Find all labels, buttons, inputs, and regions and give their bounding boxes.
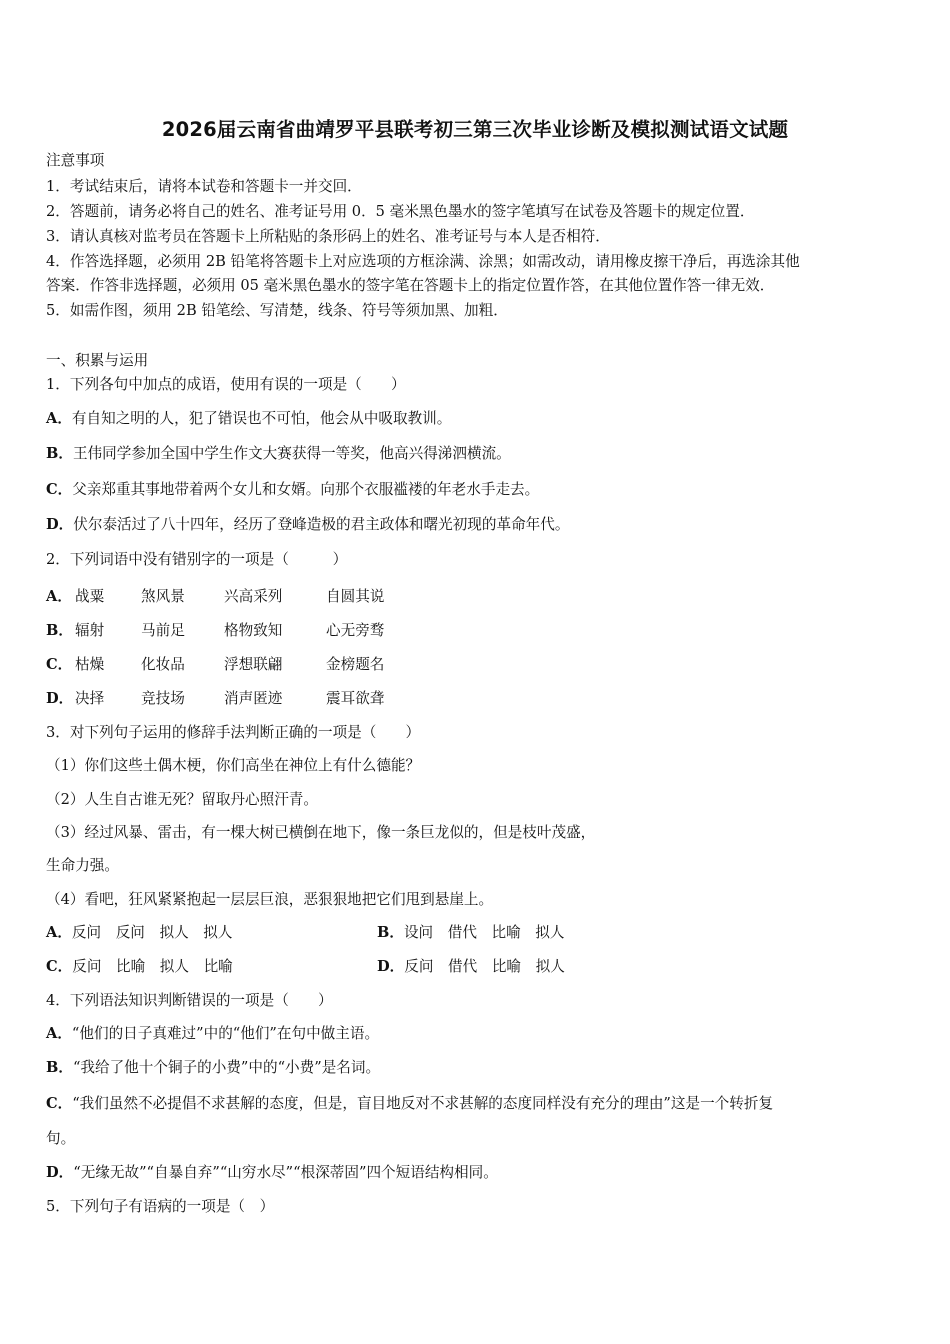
answer-option — [46, 444, 511, 464]
notice-item: 3．请认真核对监考员在答题卡上所粘贴的条形码上的姓名、准考证号与本人是否相符． — [46, 228, 610, 245]
question-stem: 2．下列词语中没有错别字的一项是（ ） — [46, 551, 348, 568]
option-letter: C． — [46, 1095, 73, 1112]
option-word: 战粟 — [75, 588, 105, 605]
option-text: 父亲郑重其事地带着两个女儿和女婿。向那个衣服褴褛的年老水手走去。 — [72, 481, 540, 498]
option-text: 设问 借代 比喻 拟人 — [403, 924, 565, 941]
option-letter: D． — [46, 1164, 74, 1181]
option-letter: D． — [46, 690, 74, 707]
page-title: 2026届云南省曲靖罗平县联考初三第三次毕业诊断及模拟测试语文试题 — [161, 118, 789, 141]
option-text: 王伟同学参加全国中学生作文大赛获得一等奖，他高兴得涕泗横流。 — [72, 445, 511, 462]
answer-option — [46, 409, 451, 429]
option-word: 消声匿迹 — [224, 690, 283, 707]
question-stem: 3．对下列句子运用的修辞手法判断正确的一项是（ ） — [46, 724, 421, 741]
option-letter: A． — [46, 588, 72, 605]
option-letter: A． — [46, 410, 72, 427]
option-letter: A． — [46, 1025, 72, 1042]
notice-item: 2．答题前，请务必将自己的姓名、准考证号用 0．5 毫米黑色墨水的签字笔填写在试卷及答题卡的规定位置． — [46, 203, 755, 220]
option-word: 枯燥 — [75, 656, 105, 673]
quoted-sentence: （3）经过风暴、雷击，有一棵大树已横倒在地下，像一条巨龙似的，但是枝叶茂盛， — [46, 824, 596, 841]
notice-item: 4．作答选择题，必须用 2B 铅笔将答题卡上对应选项的方框涂满、涂黑；如需改动，请用橡皮擦干净后，再选涂其他 — [46, 253, 800, 270]
notice-item: 答案．作答非选择题，必须用 05 毫米黑色墨水的签字笔在答题卡上的指定位置作答，在其他位置作答一律无效． — [46, 277, 775, 294]
option-text: 反问 反问 拟人 拟人 — [71, 924, 233, 941]
quoted-sentence: （1）你们这些土偶木梗，你们高坐在神位上有什么德能？ — [46, 757, 421, 774]
notice-item: 5．如需作图，须用 2B 铅笔绘、写清楚，线条、符号等须加黑、加粗． — [46, 302, 508, 319]
section-heading: 一、积累与运用 — [46, 352, 149, 369]
option-letter: D． — [46, 516, 74, 533]
option-text: “我们虽然不必提倡不求甚解的态度，但是，盲目地反对不求甚解的态度同样没有充分的理由”这是一个转折复 — [72, 1095, 774, 1112]
option-letter: B． — [46, 445, 73, 462]
answer-option — [46, 1163, 498, 1183]
quoted-sentence: （4）看吧，狂风紧紧抱起一层层巨浪，恶狠狠地把它们甩到悬崖上。 — [46, 891, 494, 908]
answer-option — [377, 923, 564, 943]
option-word: 煞风景 — [141, 588, 185, 605]
question-stem: 1．下列各句中加点的成语，使用有误的一项是（ ） — [46, 376, 406, 393]
answer-option — [377, 957, 565, 977]
question-stem: 4．下列语法知识判断错误的一项是（ ） — [46, 992, 333, 1009]
option-text: 有自知之明的人，犯了错误也不可怕，他会从中吸取教训。 — [71, 410, 452, 427]
answer-option-continued: 句。 — [46, 1130, 76, 1147]
option-word: 竞技场 — [141, 690, 185, 707]
question-stem: 5．下列句子有语病的一项是（ ） — [46, 1198, 275, 1215]
answer-option — [46, 1024, 379, 1044]
option-word: 心无旁骛 — [326, 622, 385, 639]
option-letter: A． — [46, 924, 72, 941]
answer-option — [46, 1058, 380, 1078]
option-word: 自圆其说 — [326, 588, 385, 605]
option-word: 决择 — [75, 690, 105, 707]
answer-option — [46, 480, 539, 500]
answer-option — [46, 515, 569, 535]
answer-option — [46, 1094, 773, 1114]
answer-option — [46, 957, 233, 977]
notice-item: 1．考试结束后，请将本试卷和答题卡一并交回． — [46, 178, 362, 195]
option-word: 马前足 — [141, 622, 185, 639]
quoted-sentence: （2）人生自古谁无死？留取丹心照汗青。 — [46, 791, 318, 808]
option-letter: C． — [46, 481, 73, 498]
option-text: “无缘无故”“自暴自弃”“山穷水尽”“根深蒂固”四个短语结构相同。 — [73, 1164, 498, 1181]
option-letter: C． — [46, 958, 73, 975]
option-text: “我给了他十个铜子的小费”中的“小费”是名词。 — [72, 1059, 381, 1076]
answer-option — [46, 923, 232, 943]
option-text: 反问 比喻 拟人 比喻 — [72, 958, 233, 975]
option-word: 辐射 — [75, 622, 105, 639]
option-word: 兴高采列 — [224, 588, 283, 605]
option-word: 金榜题名 — [326, 656, 385, 673]
option-word: 浮想联翩 — [224, 656, 283, 673]
quoted-sentence: 生命力强。 — [46, 857, 119, 874]
option-text: 伏尔泰活过了八十四年，经历了登峰造极的君主政体和曙光初现的革命年代。 — [73, 516, 570, 533]
option-letter: D． — [377, 958, 405, 975]
option-letter: C． — [46, 656, 73, 673]
option-word: 格物致知 — [224, 622, 283, 639]
notice-heading: 注意事项 — [46, 152, 105, 169]
option-letter: B． — [46, 1059, 73, 1076]
option-letter: B． — [377, 924, 404, 941]
option-word: 化妆品 — [141, 656, 185, 673]
option-text: 反问 借代 比喻 拟人 — [404, 958, 565, 975]
option-letter: B． — [46, 622, 73, 639]
option-text: “他们的日子真难过”中的“他们”在句中做主语。 — [71, 1025, 380, 1042]
option-word: 震耳欲聋 — [326, 690, 385, 707]
